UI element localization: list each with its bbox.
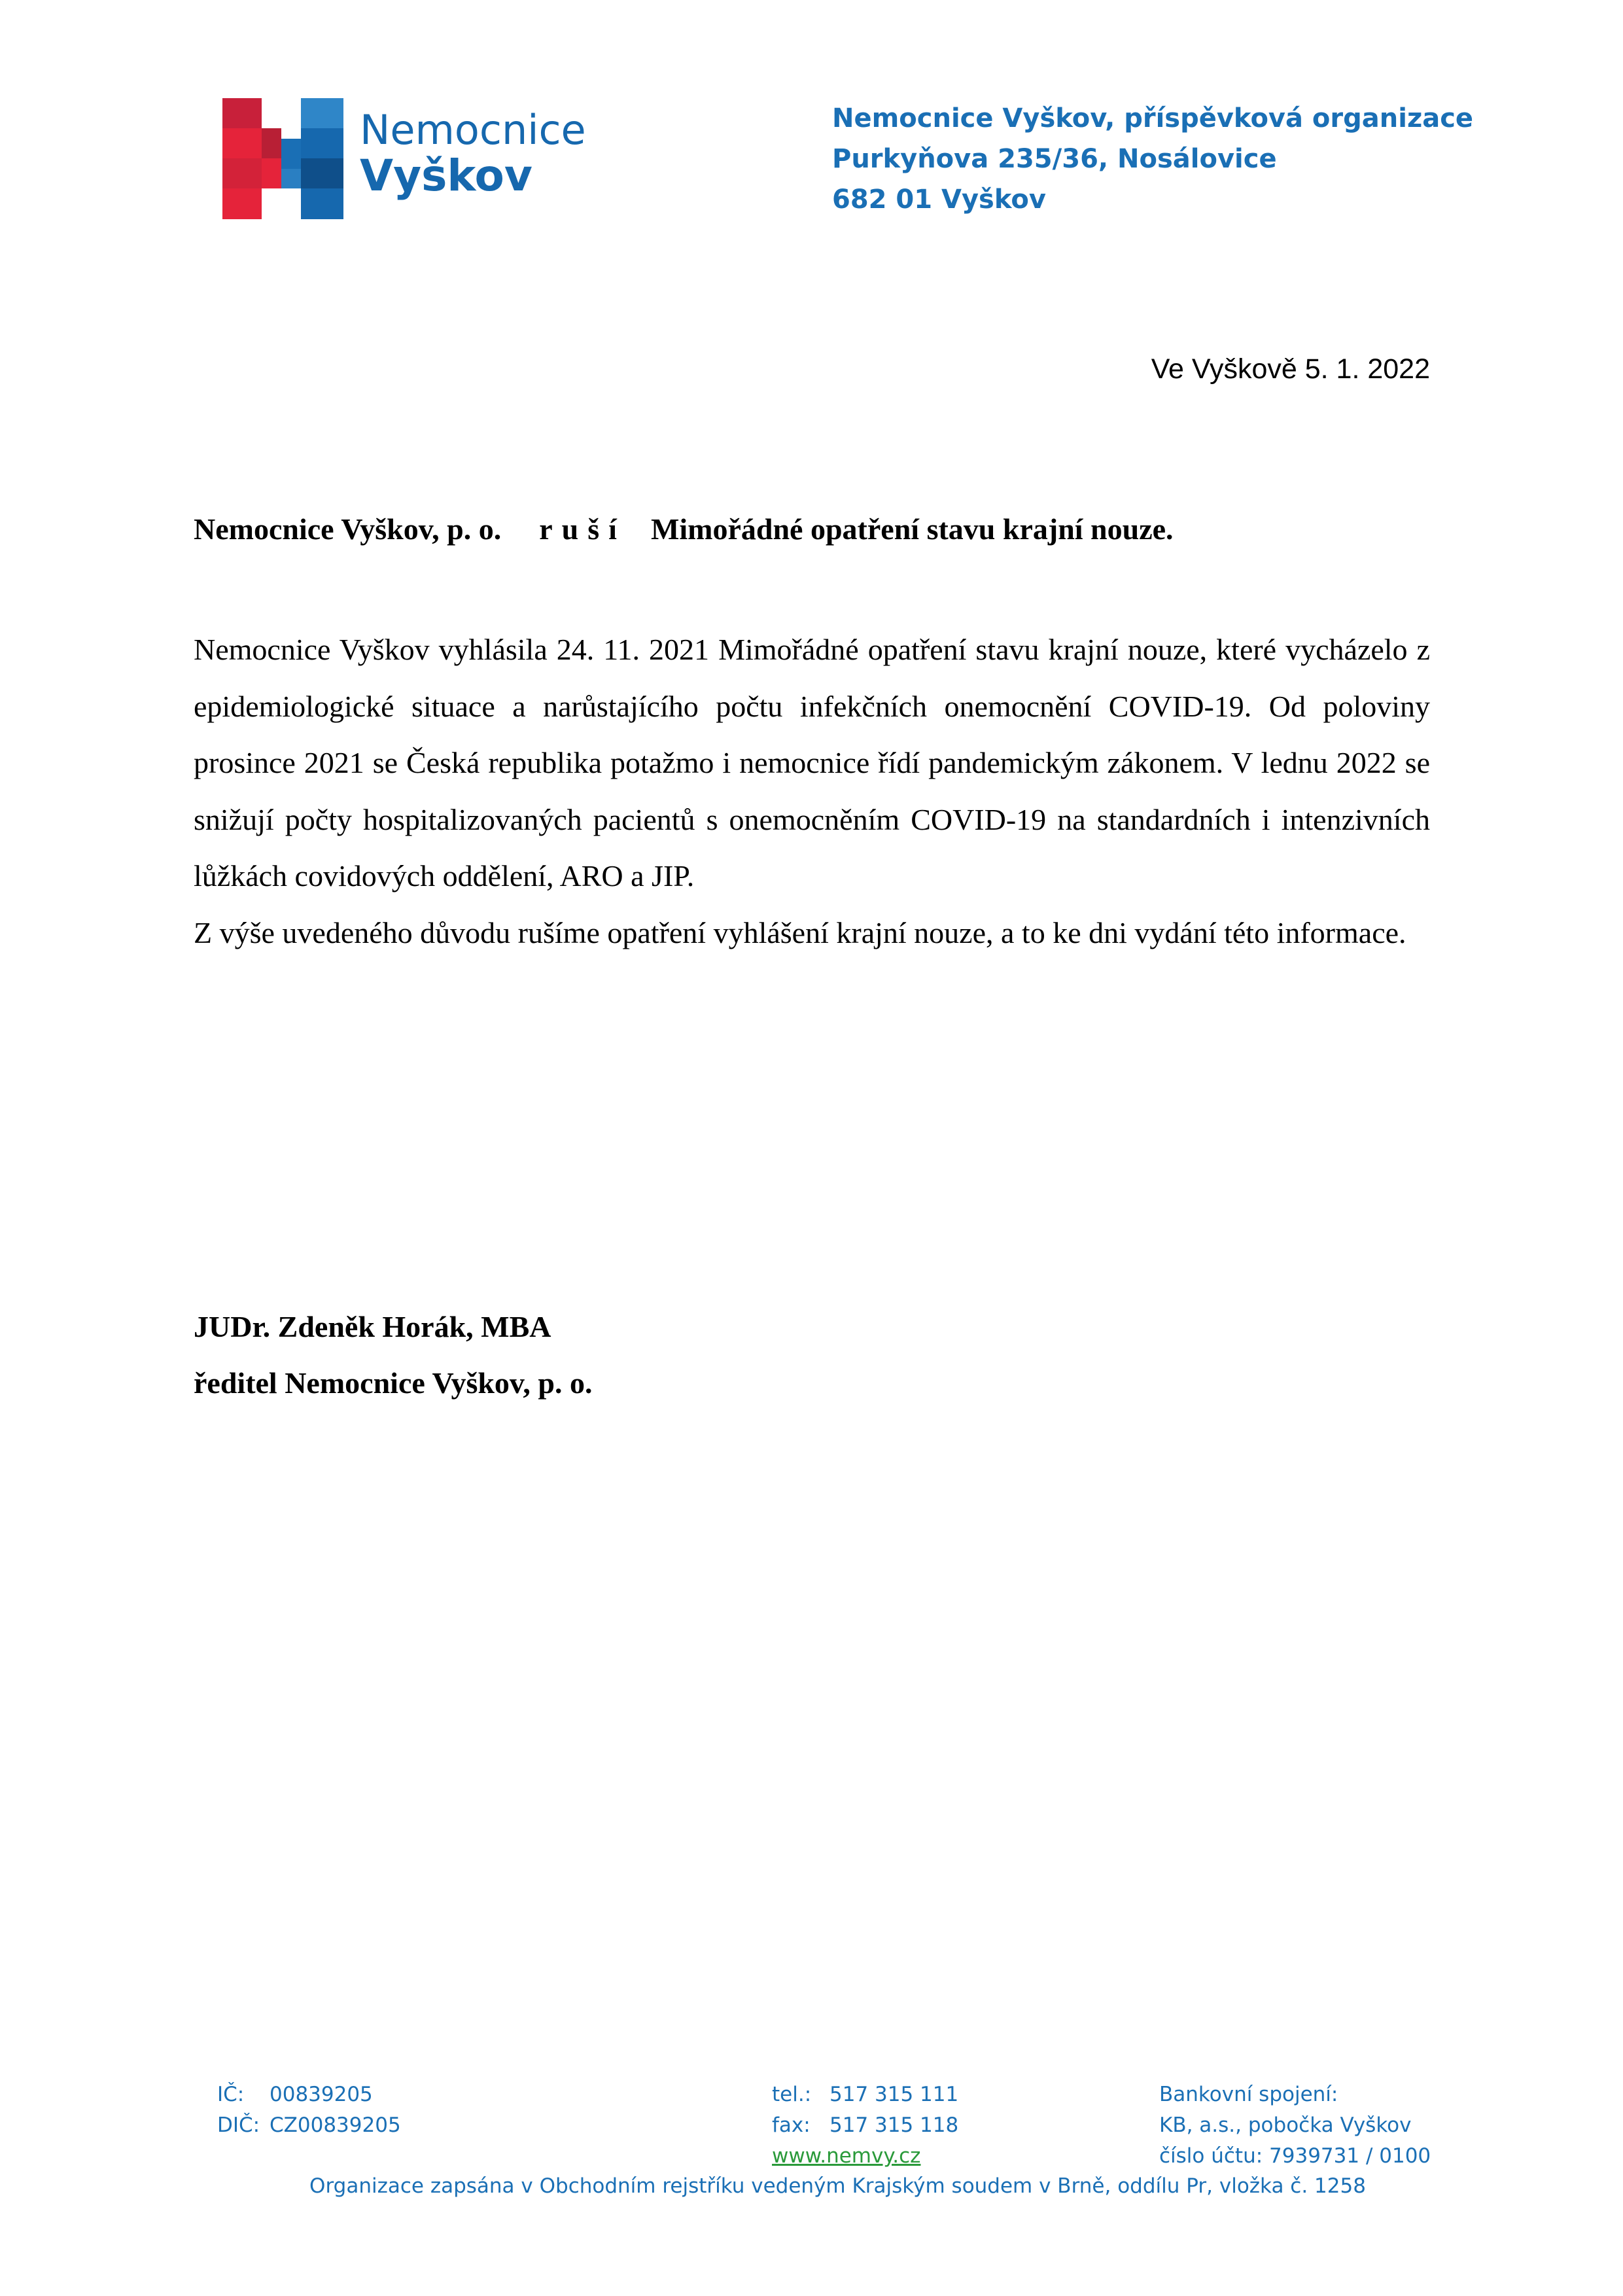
signatory-position: ředitel Nemocnice Vyškov, p. o. [194, 1366, 593, 1400]
letterhead-city: 682 01 Vyškov [832, 185, 1046, 215]
tel-value: 517 315 111 [829, 2083, 959, 2106]
website-link[interactable]: www.nemvy.cz [772, 2144, 921, 2168]
footer-bank [1159, 2079, 1431, 2172]
body-paragraph-1: Nemocnice Vyškov vyhlásila 24. 11. 2021 Mimořádné opatření stavu krajní nouze, které vycházelo z epidemiologické situace a narůstajícího počtu infekčních onemocnění COVID-19. Od poloviny prosince 2021 se Česká republika potažmo i nemocnice řídí pandemickým zákonem. V lednu 2022 se snižují počty hospitalizovaných pacientů s onemocněním COVID-19 na standardních i intenzivních lůžkách covidových oddělení, ARO a JIP. [194, 633, 1430, 892]
hospital-h-logo-icon [222, 98, 343, 219]
footer-ids [217, 2079, 401, 2141]
bank-title: Bankovní spojení: [1159, 2083, 1338, 2106]
letterhead-address [832, 98, 1473, 220]
signatory-name: JUDr. Zdeněk Horák, MBA [194, 1310, 551, 1343]
ic-value: 00839205 [270, 2083, 373, 2106]
fax-value: 517 315 118 [829, 2113, 959, 2137]
bank-account: číslo účtu: 7939731 / 0100 [1159, 2144, 1431, 2168]
tel-label: tel.: [772, 2083, 812, 2106]
title-subject: Mimořádné opatření stavu krajní nouze. [650, 512, 1174, 546]
body-paragraph-2: Z výše uvedeného důvodu rušíme opatření vyhlášení krajní nouze, a to ke dni vydání této informace. [194, 915, 1406, 949]
letter-body [194, 622, 1430, 961]
dic-label: DIČ: [217, 2113, 260, 2137]
letter-date: Ve Vyškově 5. 1. 2022 [1151, 353, 1430, 385]
signature-block [194, 1299, 592, 1411]
letterhead-org-name: Nemocnice Vyškov, příspěvková organizace [832, 103, 1474, 133]
logo-line-2: Vyškov [360, 150, 532, 201]
title-org: Nemocnice Vyškov, p. o. [194, 512, 502, 546]
footer-registry: Organizace zapsána v Obchodním rejstříku vedeným Krajským soudem v Brně, oddílu Pr, vložka č. 1258 [309, 2174, 1366, 2198]
ic-label: IČ: [217, 2083, 245, 2106]
title-verb: ruší [539, 512, 626, 546]
hospital-logo [222, 98, 589, 219]
fax-label: fax: [772, 2113, 811, 2137]
bank-name: KB, a.s., pobočka Vyškov [1159, 2113, 1412, 2137]
dic-value: CZ00839205 [270, 2113, 401, 2137]
letter-title [194, 512, 1174, 546]
footer-contact [772, 2079, 958, 2172]
letterhead-street: Purkyňova 235/36, Nosálovice [832, 144, 1277, 174]
logo-line-1: Nemocnice [360, 106, 586, 154]
logo-wordmark [360, 106, 586, 201]
